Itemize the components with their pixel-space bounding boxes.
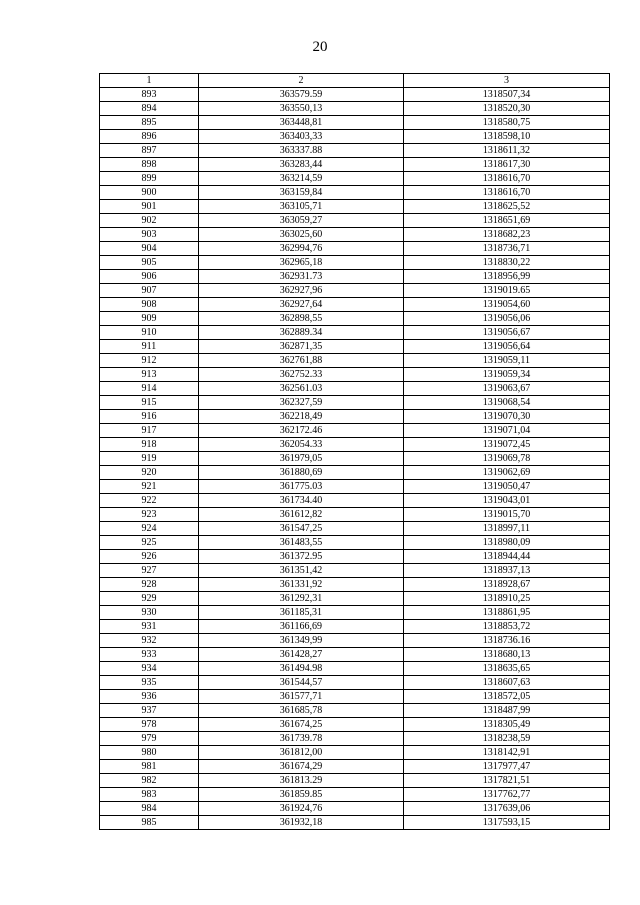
point-number-cell: 903 (100, 228, 199, 242)
y-coordinate-cell: 1318937,13 (404, 564, 610, 578)
x-coordinate-cell: 361483,55 (199, 536, 404, 550)
point-number-cell: 914 (100, 382, 199, 396)
point-number-cell: 919 (100, 452, 199, 466)
table-row (100, 494, 610, 508)
table-row (100, 340, 610, 354)
table-row (100, 228, 610, 242)
header-row (100, 74, 610, 88)
y-coordinate-cell: 1318142,91 (404, 746, 610, 760)
table-row (100, 816, 610, 830)
y-coordinate-cell: 1317762,77 (404, 788, 610, 802)
x-coordinate-cell: 362054.33 (199, 438, 404, 452)
x-coordinate-cell: 363025,60 (199, 228, 404, 242)
table-row (100, 536, 610, 550)
point-number-cell: 928 (100, 578, 199, 592)
y-coordinate-cell: 1318928,67 (404, 578, 610, 592)
point-number-cell: 895 (100, 116, 199, 130)
y-coordinate-cell: 1318611,32 (404, 144, 610, 158)
y-coordinate-cell: 1318682,23 (404, 228, 610, 242)
x-coordinate-cell: 363403,33 (199, 130, 404, 144)
point-number-cell: 931 (100, 620, 199, 634)
page-number: 20 (312, 39, 328, 55)
point-number-cell: 894 (100, 102, 199, 116)
x-coordinate-cell: 361924,76 (199, 802, 404, 816)
x-coordinate-cell: 362927,96 (199, 284, 404, 298)
point-number-cell: 926 (100, 550, 199, 564)
y-coordinate-cell: 1319056,67 (404, 326, 610, 340)
y-coordinate-cell: 1319070,30 (404, 410, 610, 424)
x-coordinate-cell: 361577,71 (199, 690, 404, 704)
y-coordinate-cell: 1319069,78 (404, 452, 610, 466)
y-coordinate-cell: 1318617,30 (404, 158, 610, 172)
point-number-cell: 933 (100, 648, 199, 662)
y-coordinate-cell: 1318616,70 (404, 172, 610, 186)
y-coordinate-cell: 1318625,52 (404, 200, 610, 214)
point-number-cell: 893 (100, 88, 199, 102)
point-number-cell: 899 (100, 172, 199, 186)
x-coordinate-cell: 362871,35 (199, 340, 404, 354)
table-row (100, 326, 610, 340)
table-row (100, 186, 610, 200)
point-number-cell: 910 (100, 326, 199, 340)
y-coordinate-cell: 1318736,71 (404, 242, 610, 256)
table-row (100, 270, 610, 284)
x-coordinate-cell: 361813.29 (199, 774, 404, 788)
point-number-cell: 923 (100, 508, 199, 522)
x-coordinate-cell: 361812,00 (199, 746, 404, 760)
x-coordinate-cell: 362327,59 (199, 396, 404, 410)
x-coordinate-cell: 362994,76 (199, 242, 404, 256)
y-coordinate-cell: 1318997,11 (404, 522, 610, 536)
point-number-cell: 930 (100, 606, 199, 620)
y-coordinate-cell: 1319059,34 (404, 368, 610, 382)
point-number-cell: 905 (100, 256, 199, 270)
y-coordinate-cell: 1318572,05 (404, 690, 610, 704)
y-coordinate-cell: 1319054,60 (404, 298, 610, 312)
table-row (100, 690, 610, 704)
point-number-cell: 920 (100, 466, 199, 480)
coordinates-table (99, 73, 610, 830)
y-coordinate-cell: 1319072,45 (404, 438, 610, 452)
x-coordinate-cell: 361739.78 (199, 732, 404, 746)
x-coordinate-cell: 361880,69 (199, 466, 404, 480)
point-number-cell: 929 (100, 592, 199, 606)
table-row (100, 578, 610, 592)
x-coordinate-cell: 361775.03 (199, 480, 404, 494)
column-header-3: 3 (404, 74, 610, 88)
x-coordinate-cell: 363059,27 (199, 214, 404, 228)
table-row (100, 382, 610, 396)
table-row (100, 620, 610, 634)
x-coordinate-cell: 361932,18 (199, 816, 404, 830)
x-coordinate-cell: 362218,49 (199, 410, 404, 424)
table-row (100, 214, 610, 228)
y-coordinate-cell: 1317977,47 (404, 760, 610, 774)
y-coordinate-cell: 1318616,70 (404, 186, 610, 200)
x-coordinate-cell: 361331,92 (199, 578, 404, 592)
point-number-cell: 912 (100, 354, 199, 368)
point-number-cell: 978 (100, 718, 199, 732)
point-number-cell: 909 (100, 312, 199, 326)
x-coordinate-cell: 362172.46 (199, 424, 404, 438)
point-number-cell: 918 (100, 438, 199, 452)
x-coordinate-cell: 361547,25 (199, 522, 404, 536)
y-coordinate-cell: 1319056,06 (404, 312, 610, 326)
x-coordinate-cell: 363579.59 (199, 88, 404, 102)
table-row (100, 508, 610, 522)
x-coordinate-cell: 362927,64 (199, 298, 404, 312)
x-coordinate-cell: 362889.34 (199, 326, 404, 340)
y-coordinate-cell: 1318980,09 (404, 536, 610, 550)
y-coordinate-cell: 1318956,99 (404, 270, 610, 284)
table-row (100, 592, 610, 606)
table-row (100, 256, 610, 270)
table-row (100, 480, 610, 494)
table-row (100, 284, 610, 298)
table-row (100, 396, 610, 410)
x-coordinate-cell: 361685,78 (199, 704, 404, 718)
y-coordinate-cell: 1318305,49 (404, 718, 610, 732)
y-coordinate-cell: 1319043,01 (404, 494, 610, 508)
point-number-cell: 927 (100, 564, 199, 578)
point-number-cell: 902 (100, 214, 199, 228)
table-row (100, 368, 610, 382)
point-number-cell: 916 (100, 410, 199, 424)
y-coordinate-cell: 1318580,75 (404, 116, 610, 130)
x-coordinate-cell: 363159,84 (199, 186, 404, 200)
x-coordinate-cell: 361185,31 (199, 606, 404, 620)
x-coordinate-cell: 361166,69 (199, 620, 404, 634)
y-coordinate-cell: 1318910,25 (404, 592, 610, 606)
table-row (100, 424, 610, 438)
table-row (100, 312, 610, 326)
table-row (100, 144, 610, 158)
point-number-cell: 913 (100, 368, 199, 382)
table-row (100, 438, 610, 452)
table-row (100, 718, 610, 732)
y-coordinate-cell: 1319071,04 (404, 424, 610, 438)
table-row (100, 130, 610, 144)
y-coordinate-cell: 1318487,99 (404, 704, 610, 718)
point-number-cell: 917 (100, 424, 199, 438)
table-row (100, 354, 610, 368)
table-row (100, 158, 610, 172)
table-row (100, 802, 610, 816)
x-coordinate-cell: 361612,82 (199, 508, 404, 522)
y-coordinate-cell: 1319068,54 (404, 396, 610, 410)
table-row (100, 732, 610, 746)
y-coordinate-cell: 1319059,11 (404, 354, 610, 368)
point-number-cell: 908 (100, 298, 199, 312)
y-coordinate-cell: 1319050,47 (404, 480, 610, 494)
y-coordinate-cell: 1319056,64 (404, 340, 610, 354)
table-row (100, 466, 610, 480)
y-coordinate-cell: 1317593,15 (404, 816, 610, 830)
table-row (100, 606, 610, 620)
point-number-cell: 982 (100, 774, 199, 788)
table-row (100, 102, 610, 116)
x-coordinate-cell: 361674,29 (199, 760, 404, 774)
y-coordinate-cell: 1318520,30 (404, 102, 610, 116)
point-number-cell: 921 (100, 480, 199, 494)
x-coordinate-cell: 363550,13 (199, 102, 404, 116)
x-coordinate-cell: 361494.98 (199, 662, 404, 676)
y-coordinate-cell: 1317639,06 (404, 802, 610, 816)
point-number-cell: 984 (100, 802, 199, 816)
x-coordinate-cell: 363448,81 (199, 116, 404, 130)
table-row (100, 676, 610, 690)
y-coordinate-cell: 1318680,13 (404, 648, 610, 662)
point-number-cell: 979 (100, 732, 199, 746)
x-coordinate-cell: 363105,71 (199, 200, 404, 214)
point-number-cell: 983 (100, 788, 199, 802)
x-coordinate-cell: 361428,27 (199, 648, 404, 662)
table-body (100, 88, 610, 830)
x-coordinate-cell: 361734.40 (199, 494, 404, 508)
table-row (100, 662, 610, 676)
y-coordinate-cell: 1319062,69 (404, 466, 610, 480)
y-coordinate-cell: 1318651,69 (404, 214, 610, 228)
point-number-cell: 907 (100, 284, 199, 298)
x-coordinate-cell: 362898,55 (199, 312, 404, 326)
y-coordinate-cell: 1318607,63 (404, 676, 610, 690)
point-number-cell: 898 (100, 158, 199, 172)
table-row (100, 522, 610, 536)
point-number-cell: 937 (100, 704, 199, 718)
x-coordinate-cell: 363214,59 (199, 172, 404, 186)
table-row (100, 452, 610, 466)
table-row (100, 550, 610, 564)
x-coordinate-cell: 361674,25 (199, 718, 404, 732)
table-row (100, 172, 610, 186)
table-row (100, 788, 610, 802)
y-coordinate-cell: 1319015,70 (404, 508, 610, 522)
x-coordinate-cell: 361544,57 (199, 676, 404, 690)
y-coordinate-cell: 1318238,59 (404, 732, 610, 746)
y-coordinate-cell: 1318853,72 (404, 620, 610, 634)
table-row (100, 242, 610, 256)
table-row (100, 116, 610, 130)
point-number-cell: 904 (100, 242, 199, 256)
point-number-cell: 922 (100, 494, 199, 508)
point-number-cell: 897 (100, 144, 199, 158)
y-coordinate-cell: 1318598,10 (404, 130, 610, 144)
x-coordinate-cell: 361351,42 (199, 564, 404, 578)
x-coordinate-cell: 361349,99 (199, 634, 404, 648)
table-row (100, 648, 610, 662)
point-number-cell: 911 (100, 340, 199, 354)
y-coordinate-cell: 1318861,95 (404, 606, 610, 620)
x-coordinate-cell: 362965,18 (199, 256, 404, 270)
y-coordinate-cell: 1318635,65 (404, 662, 610, 676)
point-number-cell: 936 (100, 690, 199, 704)
point-number-cell: 932 (100, 634, 199, 648)
y-coordinate-cell: 1318736.16 (404, 634, 610, 648)
table-row (100, 746, 610, 760)
point-number-cell: 985 (100, 816, 199, 830)
point-number-cell: 980 (100, 746, 199, 760)
x-coordinate-cell: 362931.73 (199, 270, 404, 284)
y-coordinate-cell: 1317821,51 (404, 774, 610, 788)
table-row (100, 88, 610, 102)
table-row (100, 200, 610, 214)
x-coordinate-cell: 361859.85 (199, 788, 404, 802)
point-number-cell: 925 (100, 536, 199, 550)
x-coordinate-cell: 361979,05 (199, 452, 404, 466)
table-row (100, 704, 610, 718)
x-coordinate-cell: 363283,44 (199, 158, 404, 172)
x-coordinate-cell: 361372.95 (199, 550, 404, 564)
point-number-cell: 934 (100, 662, 199, 676)
y-coordinate-cell: 1319063,67 (404, 382, 610, 396)
point-number-cell: 981 (100, 760, 199, 774)
table-row (100, 760, 610, 774)
x-coordinate-cell: 363337.88 (199, 144, 404, 158)
y-coordinate-cell: 1318944,44 (404, 550, 610, 564)
table-row (100, 298, 610, 312)
table-row (100, 634, 610, 648)
x-coordinate-cell: 362761,88 (199, 354, 404, 368)
table-row (100, 774, 610, 788)
column-header-1: 1 (100, 74, 199, 88)
x-coordinate-cell: 361292,31 (199, 592, 404, 606)
point-number-cell: 900 (100, 186, 199, 200)
x-coordinate-cell: 362752.33 (199, 368, 404, 382)
point-number-cell: 906 (100, 270, 199, 284)
x-coordinate-cell: 362561.03 (199, 382, 404, 396)
table-header (100, 74, 610, 88)
point-number-cell: 915 (100, 396, 199, 410)
y-coordinate-cell: 1319019.65 (404, 284, 610, 298)
point-number-cell: 901 (100, 200, 199, 214)
y-coordinate-cell: 1318830,22 (404, 256, 610, 270)
point-number-cell: 935 (100, 676, 199, 690)
table-row (100, 410, 610, 424)
point-number-cell: 924 (100, 522, 199, 536)
y-coordinate-cell: 1318507,34 (404, 88, 610, 102)
point-number-cell: 896 (100, 130, 199, 144)
column-header-2: 2 (199, 74, 404, 88)
table-row (100, 564, 610, 578)
